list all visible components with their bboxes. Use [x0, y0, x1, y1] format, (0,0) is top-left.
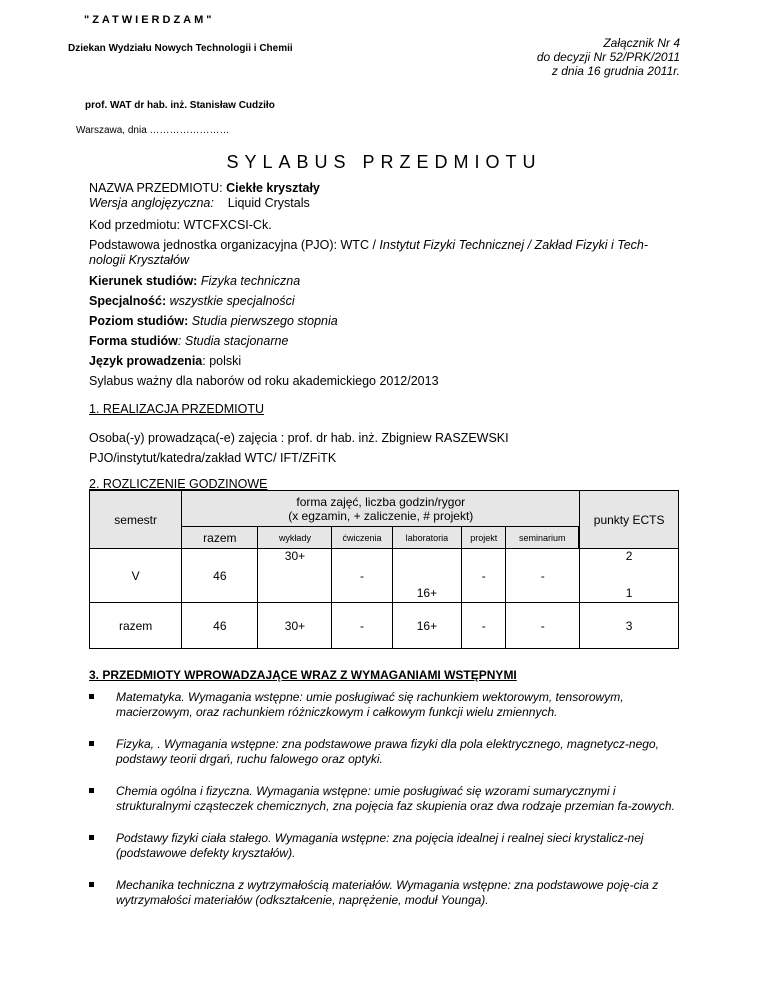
- lecturer: Osoba(-y) prowadząca(-e) zajęcia : prof. dr hab. inż. Zbigniew RASZEWSKI: [89, 431, 509, 445]
- level-value: Studia pierwszego stopnia: [191, 314, 338, 328]
- attachment-note: [537, 36, 680, 78]
- language: [89, 354, 241, 369]
- spec-value: wszystkie specjalności: [169, 294, 295, 308]
- semester-v-exercises: -: [332, 549, 392, 603]
- semester-v-labs: 16+: [392, 569, 462, 603]
- course-name-value: Ciekłe kryształy: [226, 181, 320, 195]
- section-2-heading: 2. ROZLICZENIE GODZINOWE: [89, 477, 268, 491]
- bullet-icon: [89, 788, 94, 793]
- list-item: [89, 690, 679, 720]
- total-row-total: 46: [182, 603, 258, 649]
- semester-v-ects-1: 2: [580, 549, 679, 569]
- total-header: razem: [182, 527, 258, 549]
- pjo-label: Podstawowa jednostka organizacyjna (PJO): WTC /: [89, 238, 376, 252]
- dean-signature-name: prof. WAT dr hab. inż. Stanisław Cudziło: [85, 100, 275, 111]
- field-value: Fizyka techniczna: [200, 274, 301, 288]
- semester-v: V: [90, 549, 182, 603]
- bullet-icon: [89, 694, 94, 699]
- english-value: Liquid Crystals: [227, 196, 310, 210]
- exercises-header: ćwiczenia: [332, 527, 392, 549]
- header-spacer: [579, 527, 580, 549]
- semester-v-seminar: -: [506, 549, 580, 603]
- course-name-label: NAZWA PRZEDMIOTU:: [89, 181, 223, 195]
- field-label: Kierunek studiów:: [89, 274, 198, 288]
- semester-v-lectures-bottom: [258, 569, 332, 603]
- semester-v-lectures: 30+: [258, 549, 332, 569]
- language-label: Język prowadzenia: [89, 354, 203, 368]
- form-value: : Studia stacjonarne: [177, 334, 289, 348]
- pjo-value: Instytut Fizyki Technicznej / Zakład Fizyki i Tech-: [379, 238, 649, 252]
- hours-table: [89, 490, 679, 649]
- semester-v-project: -: [462, 549, 506, 603]
- language-value: : polski: [202, 354, 242, 368]
- total-row-seminar: -: [506, 603, 580, 649]
- bullet-icon: [89, 741, 94, 746]
- attachment-line-1: Załącznik Nr 4: [603, 36, 680, 50]
- dean-title: Dziekan Wydziału Nowych Technologii i Chemii: [68, 43, 293, 54]
- section-3-heading: 3. PRZEDMIOTY WPROWADZAJĄCE WRAZ Z WYMAGANIAMI WSTĘPNYMI: [89, 668, 517, 682]
- form-label: Forma studiów: [89, 334, 178, 348]
- prerequisite-text: Chemia ogólna i fizyczna. Wymagania wstępne: umie posługiwać się wzorami sumarycznymi i strukturalnymi cząsteczek chemicznych, zna pojęcia faz skupienia oraz dwa rodzaje przemian fa-zowych.: [116, 784, 675, 813]
- semester-header: semestr: [90, 491, 182, 549]
- english-label: Wersja anglojęzyczna:: [89, 196, 214, 210]
- place-date: Warszawa, dnia ……………………: [76, 125, 230, 136]
- study-form: [89, 334, 288, 349]
- list-item: [89, 878, 679, 908]
- list-item: [89, 737, 679, 767]
- total-row-exercises: -: [332, 603, 392, 649]
- organizational-unit: [89, 238, 689, 268]
- prerequisite-text: Matematyka. Wymagania wstępne: umie posługiwać się rachunkiem wektorowym, tensorowym, macierzowym, oraz rachunkiem różniczkowym i całkowym funkcji wielu zmiennych.: [116, 690, 624, 719]
- classes-header: [182, 491, 580, 527]
- semester-v-total: 46: [182, 549, 258, 603]
- attachment-line-3: z dnia 16 grudnia 2011r.: [551, 64, 680, 78]
- level-label: Poziom studiów:: [89, 314, 189, 328]
- lecturer-unit: PJO/instytut/katedra/zakład WTC/ IFT/ZFiTK: [89, 451, 337, 465]
- course-english-name: [89, 196, 310, 211]
- total-row-project: -: [462, 603, 506, 649]
- project-header: projekt: [462, 527, 506, 549]
- semester-v-ects-2: 1: [580, 569, 679, 603]
- specialization: [89, 294, 295, 309]
- list-item: [89, 784, 679, 814]
- bullet-icon: [89, 882, 94, 887]
- total-row-lectures: 30+: [258, 603, 332, 649]
- total-row-labs: 16+: [392, 603, 462, 649]
- prerequisites-list: [89, 690, 679, 925]
- field-of-study: [89, 274, 300, 289]
- prerequisite-text: Fizyka, . Wymagania wstępne: zna podstawowe prawa fizyki dla pola elektrycznego, magnetycz-nego, podstawy teorii drgań, ruchu falowego oraz optyki.: [116, 737, 659, 766]
- seminar-header: seminarium: [506, 527, 579, 549]
- labs-header: laboratoria: [392, 527, 462, 549]
- bullet-icon: [89, 835, 94, 840]
- course-code: Kod przedmiotu: WTCFXCSI-Ck.: [89, 218, 272, 232]
- prerequisite-text: Mechanika techniczna z wytrzymałością materiałów. Wymagania wstępne: zna podstawowe poję-cia z wytrzymałości materiałów (odkształcenie, naprężenie, moduł Younga).: [116, 878, 659, 907]
- course-name: [89, 181, 320, 196]
- total-row-label: razem: [90, 603, 182, 649]
- lectures-header: wykłady: [258, 527, 332, 549]
- pjo-value-line2: nologii Kryształów: [89, 253, 190, 267]
- section-1-heading: 1. REALIZACJA PRZEDMIOTU: [89, 402, 265, 416]
- semester-v-labs-top: [392, 549, 462, 569]
- study-level: [89, 314, 338, 329]
- attachment-line-2: do decyzji Nr 52/PRK/2011: [536, 50, 680, 64]
- classes-header-line2: (x egzamin, + zaliczenie, # projekt): [288, 508, 474, 523]
- approval-heading: "ZATWIERDZAM": [84, 14, 215, 26]
- classes-header-line1: forma zajęć, liczba godzin/rygor: [296, 494, 466, 509]
- prerequisite-text: Podstawy fizyki ciała stałego. Wymagania wstępne: zna pojęcia idealnej i realnej sieci krystalicz-nej (podstawowe defekty kryształów).: [116, 831, 644, 860]
- list-item: [89, 831, 679, 861]
- validity: Sylabus ważny dla naborów od roku akademickiego 2012/2013: [89, 374, 439, 388]
- total-row-ects: 3: [580, 603, 679, 649]
- spec-label: Specjalność:: [89, 294, 167, 308]
- page-title: SYLABUS PRZEDMIOTU: [226, 152, 542, 172]
- ects-header: punkty ECTS: [580, 491, 679, 549]
